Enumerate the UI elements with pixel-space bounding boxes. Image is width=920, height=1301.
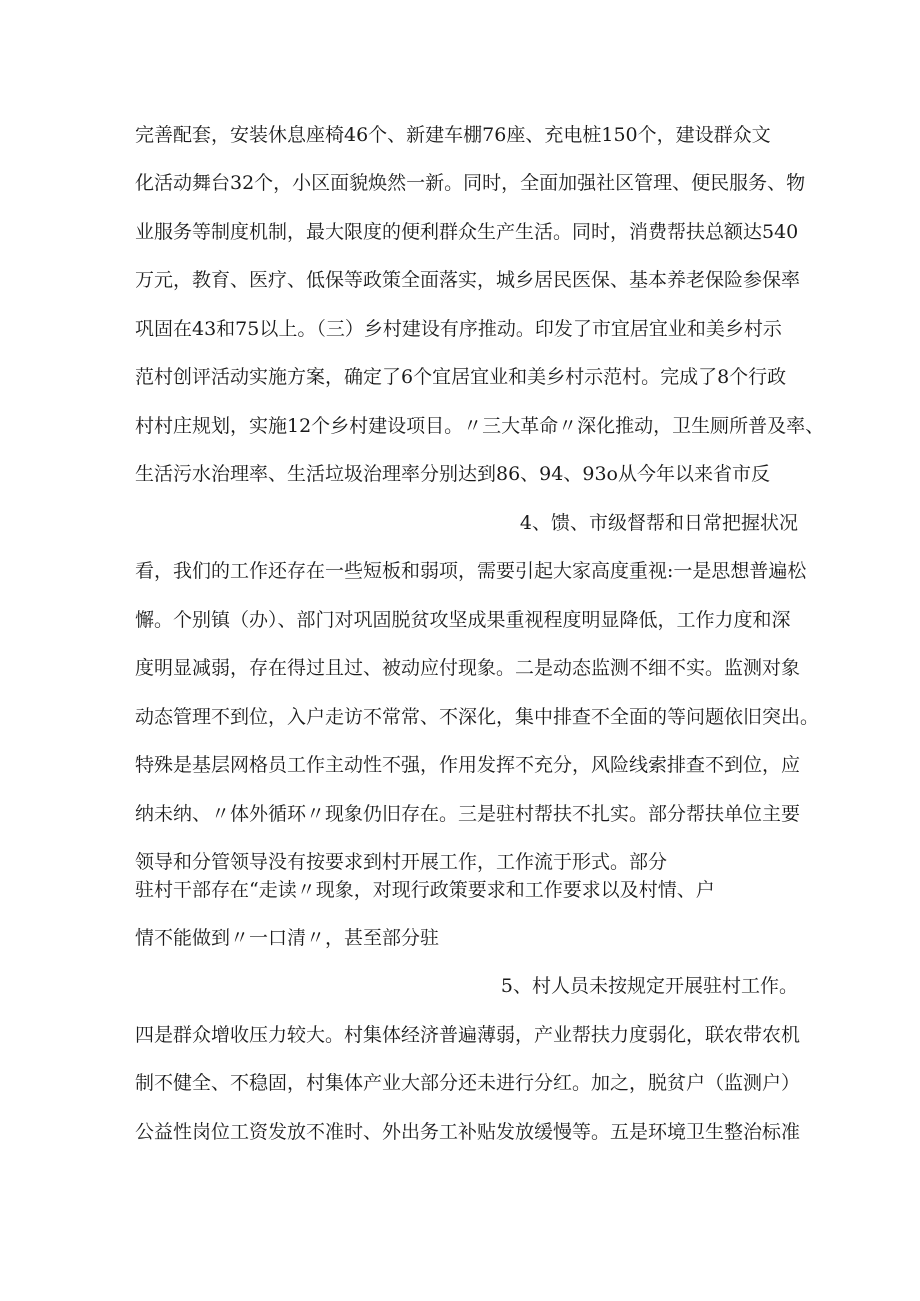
text-line: 动态管理不到位，入户走访不常常、不深化，集中排查不全面的等问题依旧突出。 bbox=[135, 706, 820, 728]
text-line: 公益性岗位工资发放不准时、外出务工补贴发放缓慢等。五是环境卫生整治标准 bbox=[135, 1121, 801, 1143]
text-line: 懈。个别镇（办）、部门对巩固脱贫攻坚成果重视程度明显降低，工作力度和深 bbox=[135, 609, 791, 631]
text-line: 化活动舞台32个，小区面貌焕然一新。同时，全面加强社区管理、便民服务、物 bbox=[135, 172, 806, 194]
section-heading: 4、馈、市级督帮和日常把握状况 bbox=[519, 512, 798, 534]
text-line: 范村创评活动实施方案，确定了6个宜居宜业和美乡村示范村。完成了8个行政 bbox=[135, 366, 787, 388]
text-line: 业服务等制度机制，最大限度的便利群众生产生活。同时，消费帮扶总额达540 bbox=[135, 221, 799, 243]
text-line: 四是群众增收压力较大。村集体经济普遍薄弱，产业帮扶力度弱化，联农带农机 bbox=[135, 1024, 801, 1046]
text-line: 完善配套，安装休息座椅46个、新建车棚76座、充电桩150个，建设群众文 bbox=[135, 124, 771, 146]
text-line: 制不健全、不稳固，村集体产业大部分还未进行分红。加之，脱贫户（监测户） bbox=[135, 1072, 801, 1094]
text-line: 领导和分管领导没有按要求到村开展工作，工作流于形式。部分 bbox=[135, 851, 668, 873]
text-line: 看，我们的工作还存在一些短板和弱项，需要引起大家高度重视:一是思想普遍松 bbox=[135, 560, 807, 582]
text-line: 度明显减弱，存在得过且过、被动应付现象。二是动态监测不细不实。监测对象 bbox=[135, 657, 801, 679]
text-line: 纳未纳、〃体外循环〃现象仍旧存在。三是驻村帮扶不扎实。部分帮扶单位主要 bbox=[135, 803, 801, 825]
text-line: 万元，教育、医疗、低保等政策全面落实，城乡居民医保、基本养老保险参保率 bbox=[135, 269, 801, 291]
text-line: 驻村干部存在“走读〃现象，对现行政策要求和工作要求以及村情、户 bbox=[135, 879, 715, 901]
text-line: 情不能做到〃一口清〃，甚至部分驻 bbox=[135, 927, 440, 949]
text-line: 巩固在43和75以上。（三）乡村建设有序推动。印发了市宜居宜业和美乡村示 bbox=[135, 318, 782, 340]
text-line: 村村庄规划，实施12个乡村建设项目。〃三大革命〃深化推动，卫生厕所普及率、 bbox=[135, 415, 825, 437]
text-line: 特殊是基层网格员工作主动性不强，作用发挥不充分，风险线索排查不到位，应 bbox=[135, 754, 801, 776]
text-line: 生活污水治理率、生活垃圾治理率分别达到86、94、93o从今年以来省市反 bbox=[135, 463, 770, 485]
section-heading: 5、村人员未按规定开展驻村工作。 bbox=[500, 975, 798, 997]
